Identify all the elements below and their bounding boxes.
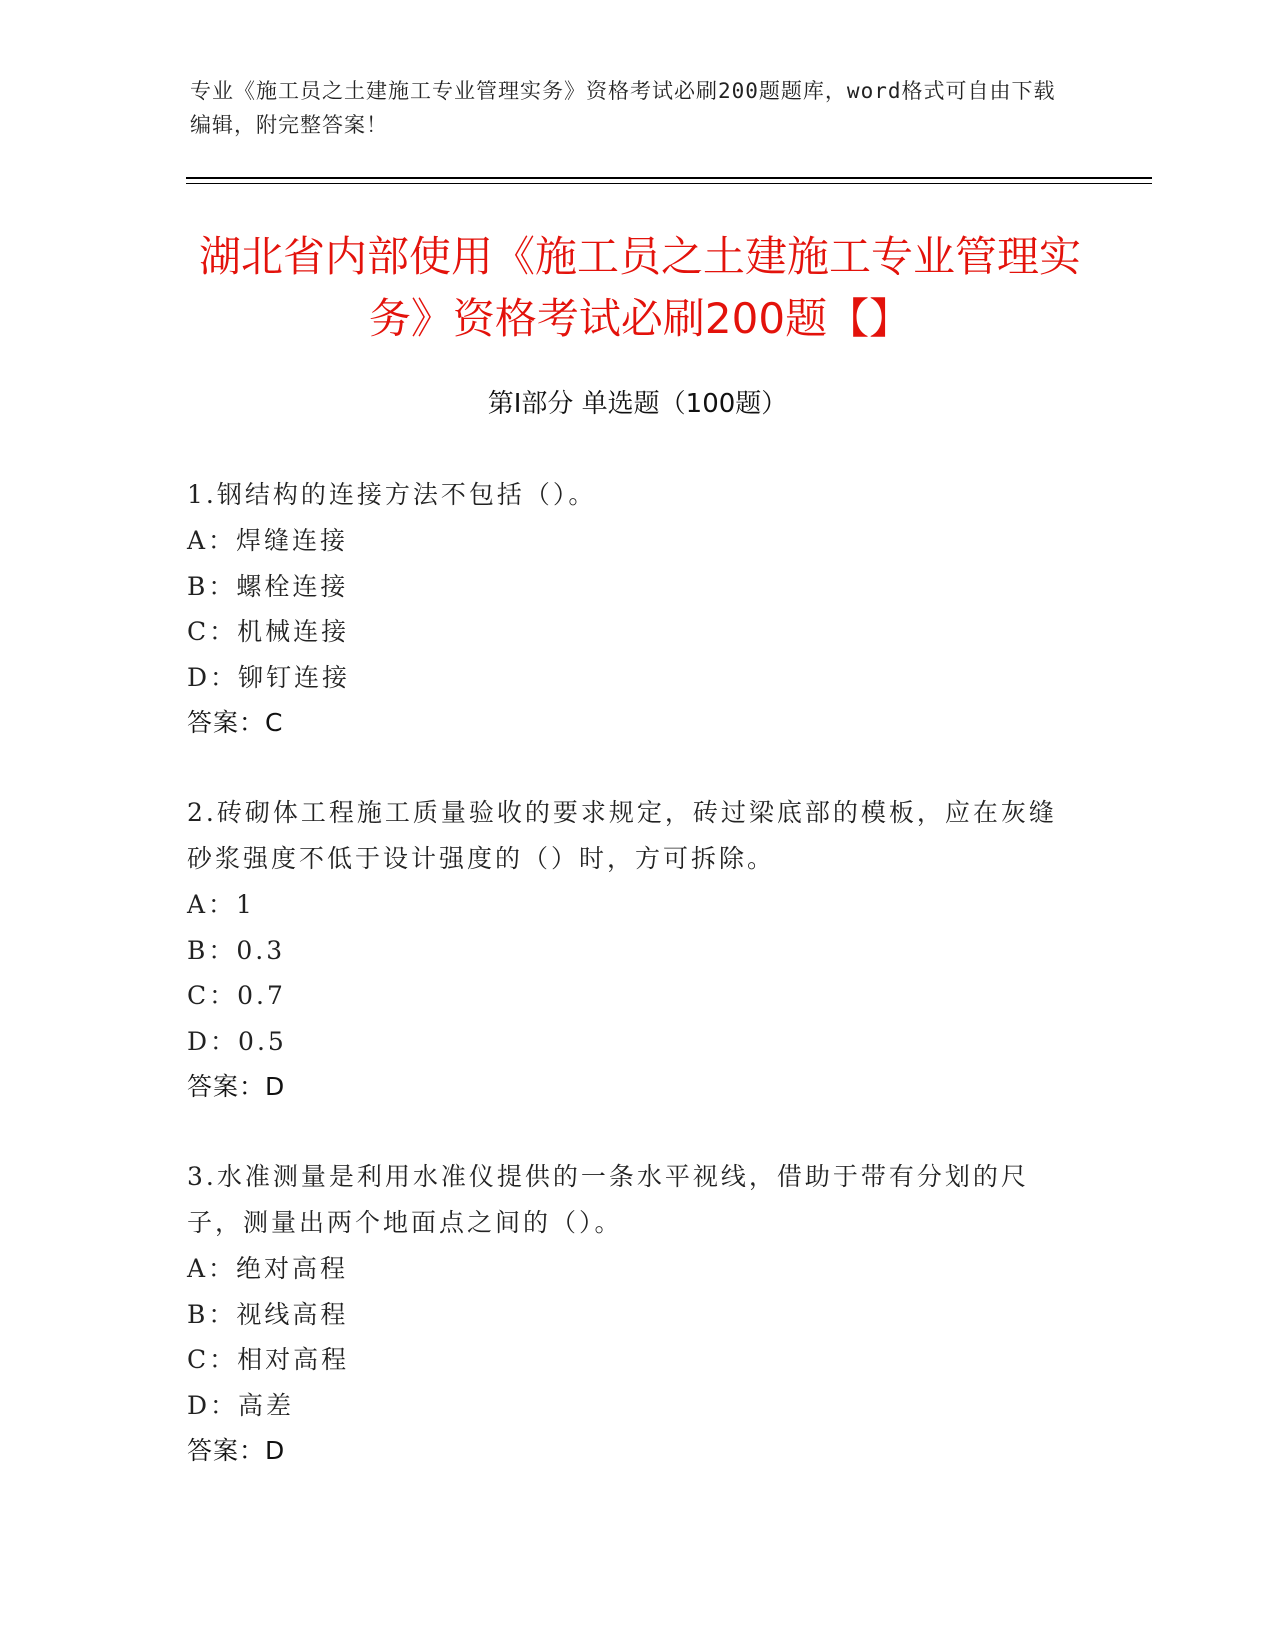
question-option-c: C：机械连接 xyxy=(187,617,350,646)
question-option-a: A：1 xyxy=(187,890,255,919)
document-title: 湖北省内部使用《施工员之土建施工专业管理实务》资格考试必刷200题【】 xyxy=(198,232,1081,343)
question-stem: 1.钢结构的连接方法不包括（）。 xyxy=(187,480,597,509)
question-spacer xyxy=(187,1110,1067,1154)
question-option-a: A：绝对高程 xyxy=(187,1254,349,1283)
question-item xyxy=(187,472,1067,746)
question-stem: 3.水准测量是利用水准仪提供的一条水平视线，借助于带有分划的尺子，测量出两个地面点之间的（）。 xyxy=(187,1162,1029,1237)
question-option-c: C：相对高程 xyxy=(187,1345,350,1374)
question-item xyxy=(187,1154,1067,1474)
question-stem: 2.砖砌体工程施工质量验收的要求规定，砖过梁底部的模板，应在灰缝砂浆强度不低于设计强度的（）时，方可拆除。 xyxy=(187,798,1057,873)
question-option-b: B：视线高程 xyxy=(187,1299,349,1329)
question-option-b: B：0.3 xyxy=(187,935,286,965)
question-answer: 答案：D xyxy=(187,1072,286,1101)
question-answer: 答案：C xyxy=(187,708,284,737)
header-rule-thin xyxy=(186,183,1152,184)
question-spacer xyxy=(187,746,1067,790)
header-rule-thick xyxy=(186,177,1152,179)
question-option-a: A：焊缝连接 xyxy=(187,526,349,555)
question-option-d: D：0.5 xyxy=(187,1026,287,1056)
header-note: 专业《施工员之土建施工专业管理实务》资格考试必刷200题题库，word格式可自由下载编辑，附完整答案！ xyxy=(190,79,1056,137)
question-option-d: D：高差 xyxy=(187,1390,295,1420)
question-option-b: B：螺栓连接 xyxy=(187,571,349,601)
question-answer: 答案：D xyxy=(187,1436,286,1465)
section-heading: 第Ⅰ部分 单选题（100题） xyxy=(487,389,788,419)
question-option-c: C：0.7 xyxy=(187,981,286,1010)
question-option-d: D：铆钉连接 xyxy=(187,662,351,692)
question-item xyxy=(187,790,1067,1110)
question-list xyxy=(187,472,1067,1474)
